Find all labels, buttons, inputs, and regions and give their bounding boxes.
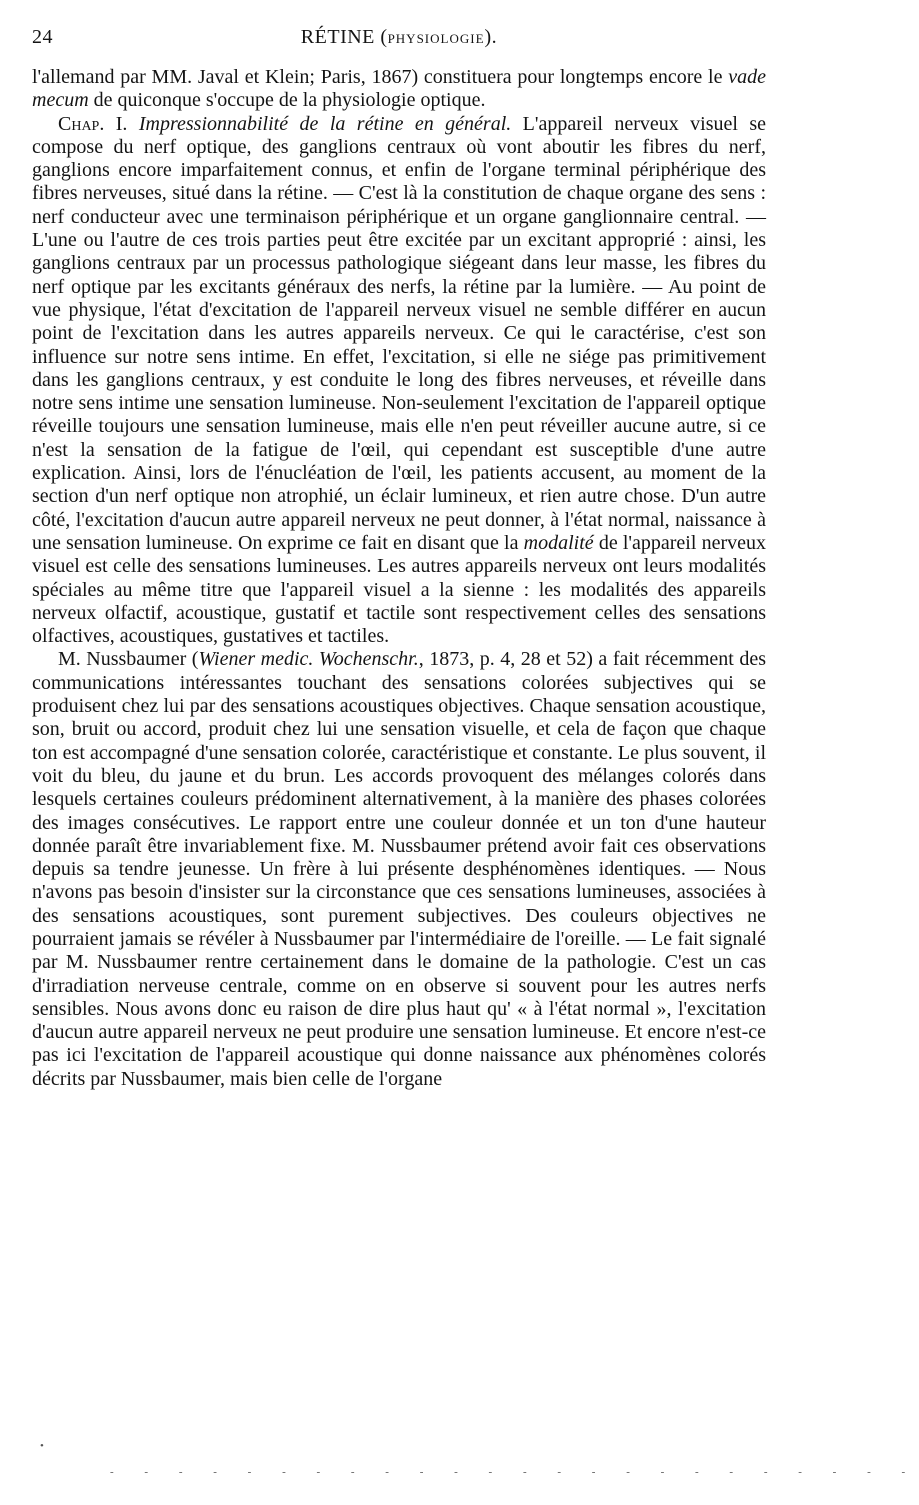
journal-citation: Wiener medic. Wochenschr.	[198, 648, 419, 671]
page-footer-marks	[40, 1440, 919, 1480]
title-subject: PHYSIOLOGIE	[387, 31, 485, 46]
paragraph-chapter-one	[32, 113, 766, 649]
body-text	[32, 66, 766, 1091]
footer-rule: - - - - - - - - - - - - - - - - - - - - - - - -	[110, 1466, 919, 1478]
title-open: (	[374, 26, 388, 48]
footer-dot: •	[40, 1440, 44, 1452]
italic-term: modalité	[523, 531, 594, 554]
paragraph-text: , 1873, p. 4, 28 et 52) a fait récemment des communications intéressantes touchant des sensations colorées subjectives qui se produisent chez lui par des sensations acoustiques objectives. Chaque sensation acoustique, son, bruit ou accord, produit chez lui une sensation visuelle, et cela de façon que chaque ton est accompagné d'une sensation colorée, caractéristique et constante. Le plus souvent, il voit du bleu, du jaune et du brun. Les accords provoquent des mélanges colorés dans lesquels certaines couleurs prédominent alternativement, à la manière des phases colorées des images consécutives. Le rapport entre une couleur donnée et un ton d'une hauteur donnée paraît être invariablement fixe. M. Nussbaumer prétend avoir fait ces observations depuis sa tendre jeunesse. Un frère à lui présente desphénomènes identiques. — Nous n'avons pas besoin d'insister sur la circonstance que ces sensations lumineuses, associées à des sensations acoustiques, sont purement subjectives. Des couleurs objectives ne pourraient jamais se révéler à Nussbaumer par l'intermédiaire de l'oreille. — Le fait signalé par M. Nussbaumer rentre certainement dans le domaine de la pathologie. C'est un cas d'irradiation nerveuse centrale, comme on en observe si souvent pour les autres nerfs sensibles. Nous avons donc eu raison de dire plus haut qu' « à l'état normal », l'excitation d'aucun autre appareil nerveux ne peut produire une sensation lumineuse. Et encore n'est-ce pas ici l'excitation de l'appareil acoustique qui donne naissance aux phénomènes colorés décrits par Nussbaumer, mais bien celle de l'organe	[32, 648, 766, 1090]
page-number: 24	[32, 26, 53, 48]
paragraph-text: l'allemand par MM. Javal et Klein; Paris, 1867) constituera pour longtemps encore le	[32, 66, 729, 88]
paragraph-text: M. Nussbaumer (	[58, 648, 199, 671]
paragraph-nussbaumer	[32, 648, 766, 1091]
italic-term: vade mecum	[32, 66, 766, 112]
document-page	[32, 26, 766, 1091]
title-close: ).	[484, 26, 498, 48]
running-header	[32, 26, 766, 56]
title-main: RÉTINE	[300, 26, 375, 48]
chapter-label: Chap. I.	[58, 112, 128, 135]
running-title	[32, 26, 766, 49]
paragraph-text: de l'appareil nerveux visuel est celle des sensations lumineuses. Les autres appareils nerveux ont leurs modalités spéciales au même titre que l'appareil visuel a la sienne : les modalités des appareils nerveux olfactif, acoustique, gustatif et tactile sont respectivement celles des sensations olfactives, acoustiques, gustatives et tactiles.	[32, 531, 767, 648]
paragraph-continuation	[32, 66, 766, 113]
chapter-heading: Impressionnabilité de la rétine en général.	[138, 112, 512, 135]
paragraph-text: de quiconque s'occupe de la physiologie optique.	[88, 89, 486, 112]
paragraph-text: L'appareil nerveux visuel se compose du nerf optique, des ganglions centraux où vont aboutir les fibres du nerf, ganglions encore imparfaitement connus, et enfin de l'organe terminal périphérique des fibres nerveuses, situé dans la rétine. — C'est là la constitution de chaque organe des sens : nerf conducteur avec une terminaison périphérique et un organe ganglionnaire central. — L'une ou l'autre de ces trois parties peut être excitée par un excitant approprié : ainsi, les ganglions centraux par un processus pathologique siégeant dans leur masse, les fibres du nerf optique par les excitants généraux des nerfs, la rétine par la lumière. — Au point de vue physique, l'état d'excitation de l'appareil nerveux visuel ne semble différer en aucun point de l'excitation dans les autres appareils nerveux. Ce qui le caractérise, c'est son influence sur notre sens intime. En effet, l'excitation, si elle ne siége pas primitivement dans les ganglions centraux, y est conduite le long des fibres nerveuses, et réveille dans notre sens intime une sensation lumineuse. Non-seulement l'excitation de l'appareil optique réveille toujours une sensation lumineuse, mais elle n'en peut réveiller aucune autre, si ce n'est la sensation de la fatigue de l'œil, qui cependant est susceptible d'une autre explication. Ainsi, lors de l'énucléation de l'œil, les patients accusent, au moment de la section d'un nerf optique non atrophié, un éclair lumineux, et rien autre chose. D'un autre côté, l'excitation d'aucun autre appareil nerveux ne peut donner, à l'état normal, naissance à une sensation lumineuse. On exprime ce fait en disant que la	[32, 112, 767, 554]
